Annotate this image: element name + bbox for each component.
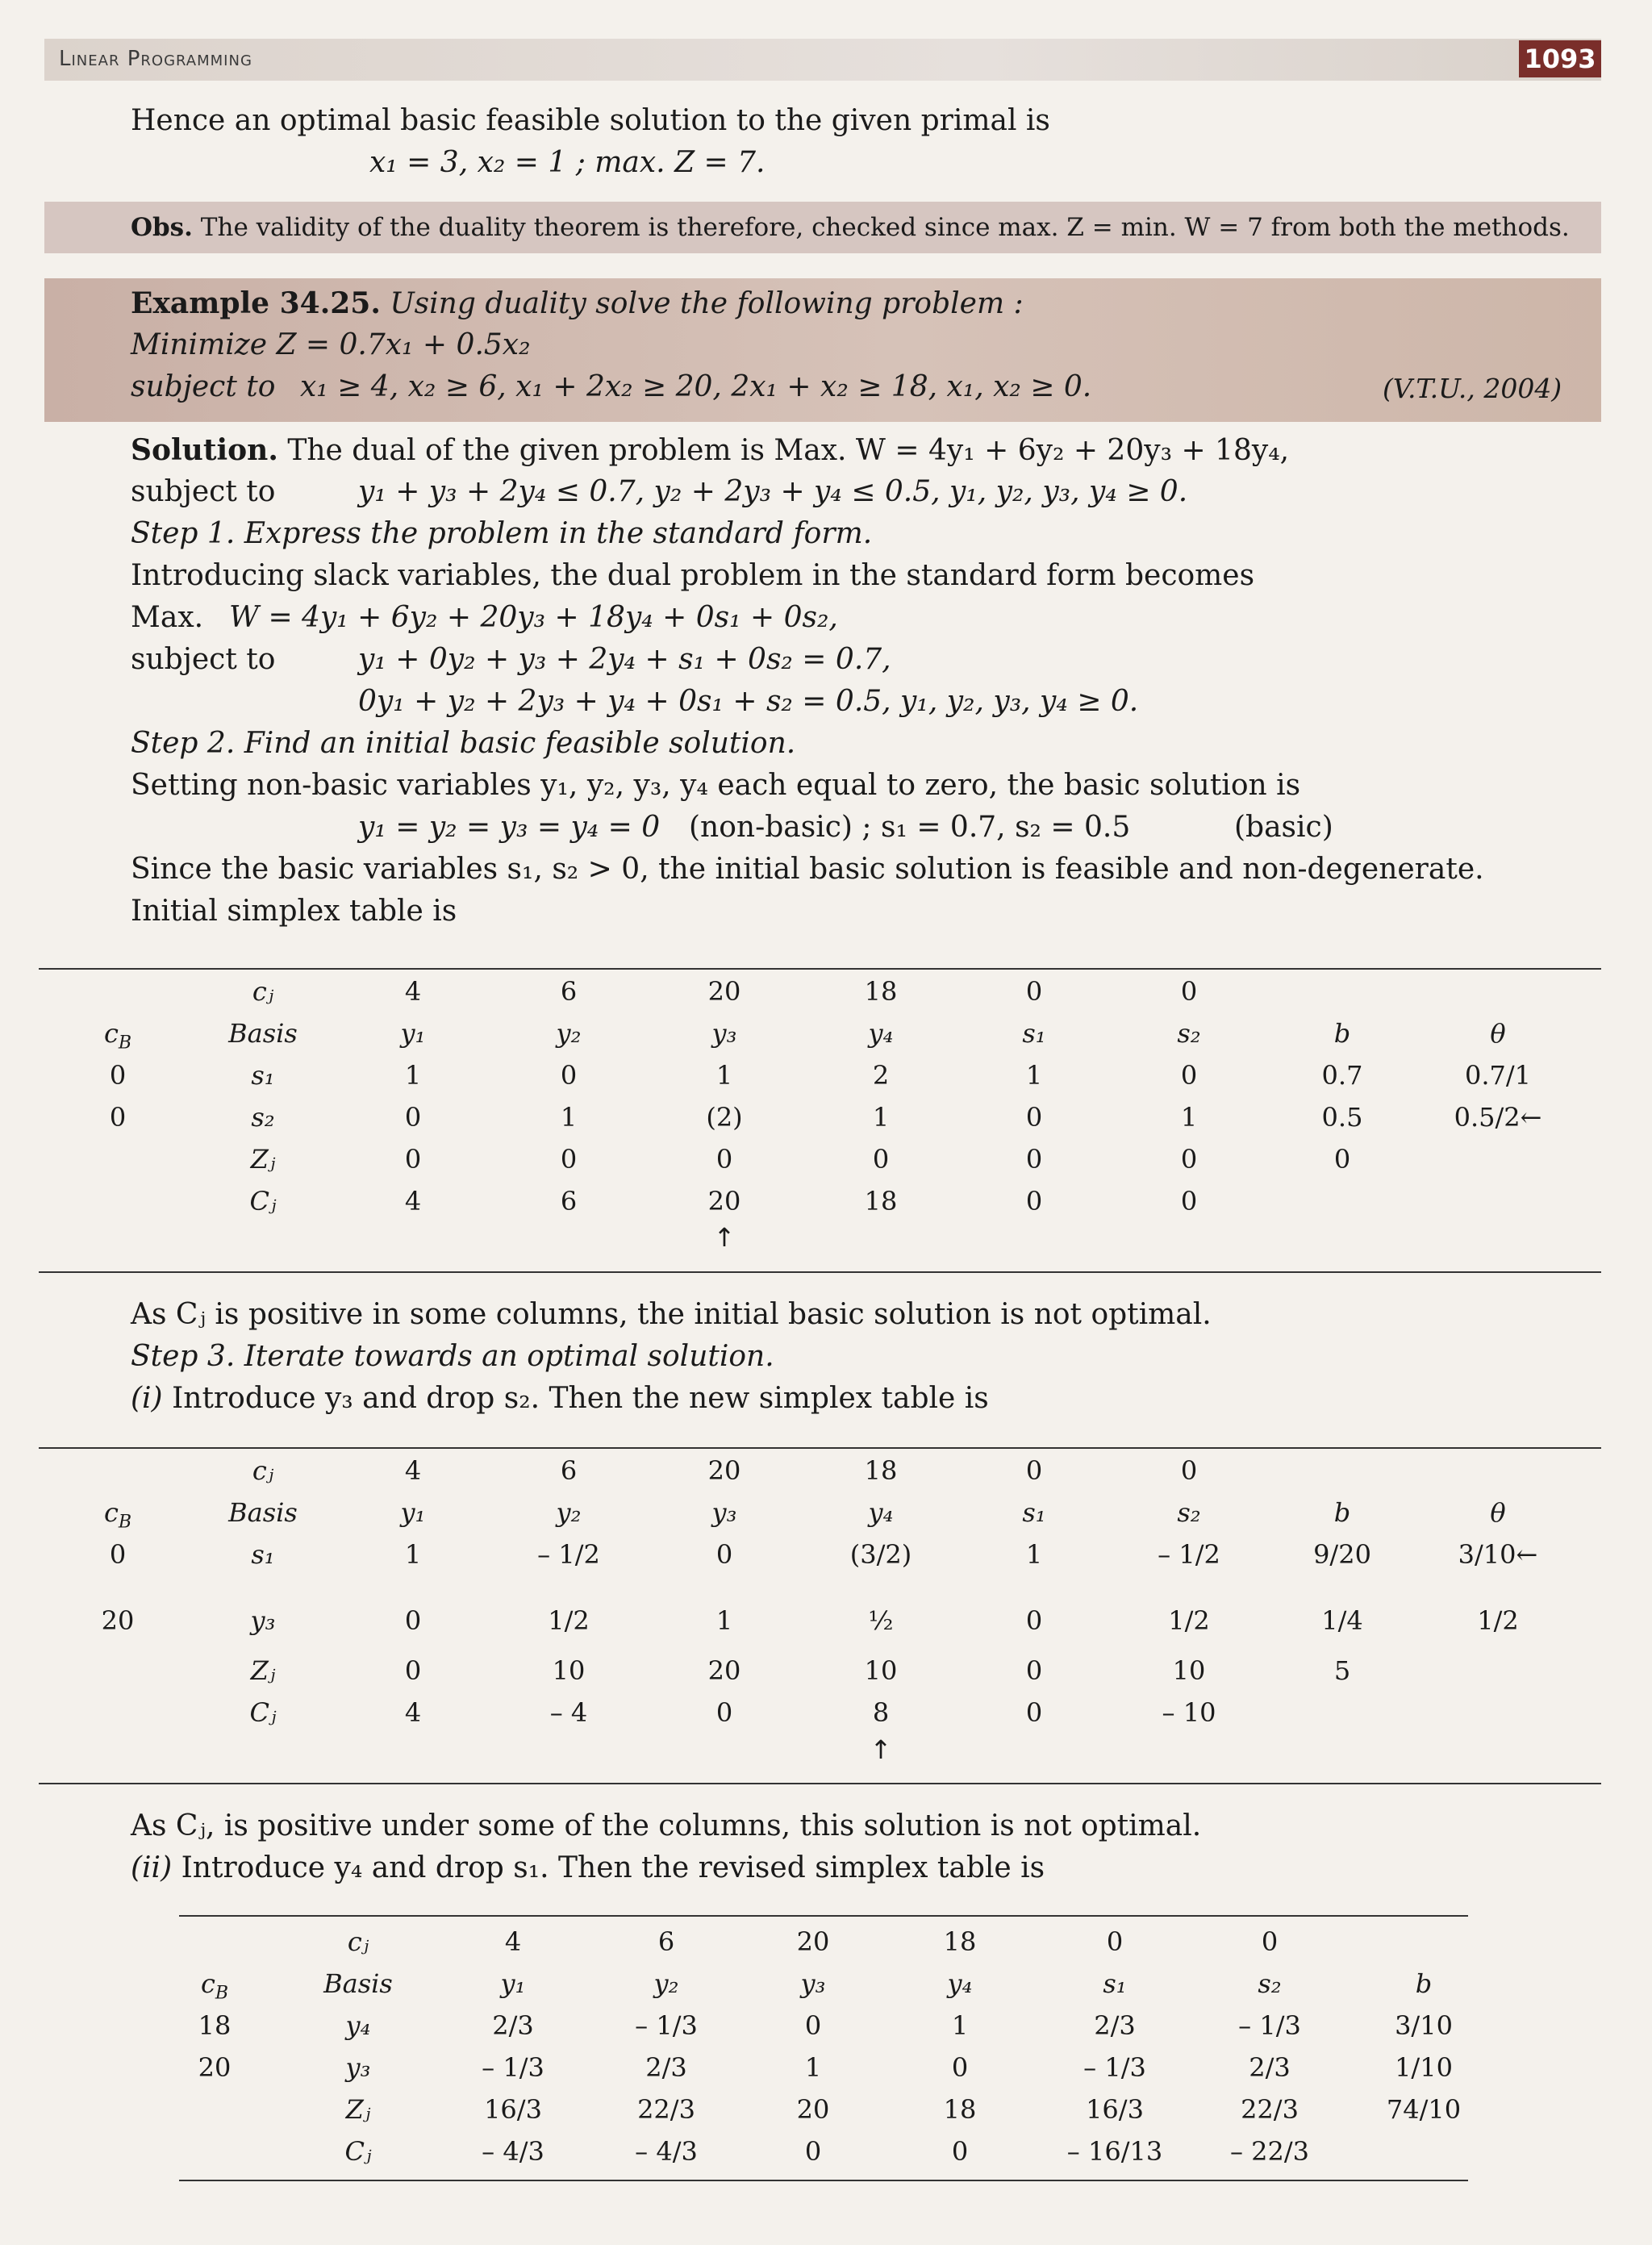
intro-solution: x₁ = 3, x₂ = 1 ; max. Z = 7. bbox=[369, 146, 766, 179]
column-header: θ bbox=[1490, 1018, 1506, 1049]
column-header: s₂ bbox=[1177, 1497, 1201, 1528]
std-constraint-2: 0y₁ + y₂ + 2y₃ + y₄ + 0s₁ + s₂ = 0.5, y₁, y₂, y₃, y₄ ≥ 0. bbox=[358, 685, 1139, 718]
table-cell: 18 bbox=[864, 1186, 898, 1216]
table-cell: 0 bbox=[1180, 1060, 1198, 1091]
column-header: y₂ bbox=[556, 1497, 582, 1528]
table-cell: 9/20 bbox=[1313, 1539, 1371, 1570]
table-cell: 20 bbox=[101, 1605, 135, 1636]
column-header: y₁ bbox=[400, 1018, 426, 1049]
step-2: Step 2. Find an initial basic feasible solution. bbox=[131, 727, 796, 760]
table-cell: 4 bbox=[404, 1186, 422, 1216]
table-cell: 0 bbox=[109, 1539, 127, 1570]
table-cell: 1/2 bbox=[1168, 1605, 1210, 1636]
column-header: s₂ bbox=[1258, 1968, 1282, 1999]
column-header: s₁ bbox=[1022, 1018, 1046, 1049]
table-cell: 16/3 bbox=[1086, 2094, 1144, 2125]
table-cell: 4 bbox=[404, 1697, 422, 1728]
solution-label: Solution. bbox=[131, 433, 278, 467]
table-cell: 3/10 bbox=[1395, 2010, 1453, 2041]
table-cell: Zⱼ bbox=[250, 1144, 276, 1175]
table-cell: 1 bbox=[560, 1102, 578, 1133]
table-cell: Cⱼ bbox=[344, 2136, 372, 2167]
column-header: y₄ bbox=[868, 1497, 894, 1528]
cj-value: 20 bbox=[707, 1455, 741, 1486]
not-optimal-2: As Cⱼ, is positive under some of the columns, this solution is not optimal. bbox=[131, 1809, 1202, 1842]
table-cell: 0 bbox=[1025, 1186, 1043, 1216]
column-header: Basis bbox=[228, 1497, 298, 1528]
table-cell: 0 bbox=[560, 1144, 578, 1175]
table-cell: 0 bbox=[1025, 1102, 1043, 1133]
cj-label: cⱼ bbox=[347, 1926, 369, 1957]
table-cell: 0 bbox=[404, 1144, 422, 1175]
cj-value: 0 bbox=[1261, 1926, 1279, 1957]
example-label: Example 34.25. bbox=[131, 286, 381, 320]
introduce-ii-text: Introduce y₄ and drop s₁. Then the revised simplex table is bbox=[181, 1851, 1045, 1884]
column-header: y₃ bbox=[711, 1497, 737, 1528]
table-cell: – 1/3 bbox=[1238, 2010, 1301, 2041]
page-number: 1093 bbox=[1519, 40, 1601, 77]
introduce-ii bbox=[131, 1847, 1045, 1889]
basic-solution-a: y₁ = y₂ = y₃ = y₄ = 0 bbox=[358, 811, 661, 844]
cj-label: cⱼ bbox=[252, 1455, 274, 1486]
table-cell: 18 bbox=[198, 2010, 232, 2041]
column-header: Basis bbox=[228, 1018, 298, 1049]
table-cell: 0 bbox=[715, 1697, 733, 1728]
column-header: y₂ bbox=[653, 1968, 679, 1999]
table-cell: 2/3 bbox=[492, 2010, 534, 2041]
table-cell: 1/2 bbox=[548, 1605, 590, 1636]
column-header: s₁ bbox=[1022, 1497, 1046, 1528]
basic-solution-c: (basic) bbox=[1234, 811, 1333, 844]
table-cell: (3/2) bbox=[849, 1539, 912, 1570]
table-cell: 2/3 bbox=[1094, 2010, 1136, 2041]
table-cell: 1 bbox=[872, 1102, 890, 1133]
table-cell: 2/3 bbox=[645, 2052, 687, 2083]
table-cell: 1/10 bbox=[1395, 2052, 1453, 2083]
table-cell: 0 bbox=[804, 2136, 822, 2167]
table-cell: 20 bbox=[707, 1186, 741, 1216]
column-header: y₁ bbox=[500, 1968, 526, 1999]
cj-value: 4 bbox=[404, 1455, 422, 1486]
table-cell: 0 bbox=[109, 1102, 127, 1133]
std-subject-label: subject to bbox=[131, 643, 276, 676]
table-cell: – 10 bbox=[1162, 1697, 1216, 1728]
column-header: y₄ bbox=[868, 1018, 894, 1049]
cj-value: 0 bbox=[1106, 1926, 1124, 1957]
column-header: $c_B$ bbox=[200, 1968, 229, 2004]
table-cell: 0 bbox=[715, 1539, 733, 1570]
table-cell: 0.7 bbox=[1321, 1060, 1363, 1091]
table-cell: y₄ bbox=[345, 2010, 371, 2041]
table-cell: 3/10← bbox=[1458, 1539, 1538, 1570]
step-3: Step 3. Iterate towards an optimal solution. bbox=[131, 1340, 774, 1373]
column-header: b bbox=[1333, 1497, 1351, 1528]
table-cell: 1/2 bbox=[1477, 1605, 1519, 1636]
column-header: b bbox=[1333, 1018, 1351, 1049]
table-cell: Cⱼ bbox=[249, 1186, 277, 1216]
table-cell: 0 bbox=[560, 1060, 578, 1091]
basic-solution-b: (non-basic) ; s₁ = 0.7, s₂ = 0.5 bbox=[689, 811, 1131, 844]
entering-arrow-icon: ↑ bbox=[713, 1222, 736, 1253]
table1-top-rule bbox=[39, 968, 1601, 970]
table-cell: 0 bbox=[1180, 1186, 1198, 1216]
column-header: $c_B$ bbox=[103, 1018, 132, 1054]
table-cell: 10 bbox=[864, 1655, 898, 1686]
cj-value: 0 bbox=[1180, 976, 1198, 1007]
table-cell: 0 bbox=[951, 2136, 969, 2167]
observation-text bbox=[131, 207, 1570, 248]
table-cell: 0 bbox=[1180, 1144, 1198, 1175]
table-cell: (2) bbox=[706, 1102, 743, 1133]
table-cell: 0 bbox=[404, 1102, 422, 1133]
table-cell: 1 bbox=[951, 2010, 969, 2041]
table-cell: 1 bbox=[404, 1060, 422, 1091]
example-constraints: x₁ ≥ 4, x₂ ≥ 6, x₁ + 2x₂ ≥ 20, 2x₁ + x₂ ≥ 18, x₁, x₂ ≥ 0. bbox=[300, 370, 1092, 403]
table-cell: – 4/3 bbox=[635, 2136, 698, 2167]
table-cell: 0 bbox=[404, 1605, 422, 1636]
column-header: Basis bbox=[323, 1968, 393, 1999]
column-header: b bbox=[1415, 1968, 1433, 1999]
entering-arrow-icon: ↑ bbox=[870, 1734, 892, 1765]
table-cell: 0.5 bbox=[1321, 1102, 1363, 1133]
cj-value: 6 bbox=[560, 1455, 578, 1486]
table-cell: 20 bbox=[796, 2094, 830, 2125]
table-cell: – 1/3 bbox=[482, 2052, 544, 2083]
column-header: y₃ bbox=[711, 1018, 737, 1049]
example-subject-label: subject to bbox=[131, 370, 276, 403]
table-cell: – 1/2 bbox=[537, 1539, 600, 1570]
table-cell: 74/10 bbox=[1386, 2094, 1462, 2125]
table-cell: 1/4 bbox=[1321, 1605, 1363, 1636]
table-cell: 1 bbox=[715, 1060, 733, 1091]
running-header bbox=[44, 39, 1601, 81]
cj-value: 18 bbox=[864, 1455, 898, 1486]
table-cell: 20 bbox=[198, 2052, 232, 2083]
column-header: y₂ bbox=[556, 1018, 582, 1049]
table-cell: 0 bbox=[951, 2052, 969, 2083]
cj-value: 4 bbox=[504, 1926, 522, 1957]
column-header: s₁ bbox=[1103, 1968, 1127, 1999]
solution-dual-text: The dual of the given problem is Max. W = 4y₁ + 6y₂ + 20y₃ + 18y₄, bbox=[287, 434, 1290, 467]
feasible-text: Since the basic variables s₁, s₂ > 0, the initial basic solution is feasible and non-degenerate. bbox=[131, 853, 1484, 886]
table-cell: y₃ bbox=[345, 2052, 371, 2083]
table-cell: – 1/3 bbox=[1083, 2052, 1146, 2083]
table-cell: 10 bbox=[552, 1655, 586, 1686]
example-heading bbox=[131, 282, 1024, 325]
cj-value: 6 bbox=[560, 976, 578, 1007]
table-cell: 5 bbox=[1333, 1655, 1351, 1686]
table-cell: – 4/3 bbox=[482, 2136, 544, 2167]
subject-to-label: subject to bbox=[131, 475, 276, 508]
dual-constraints: y₁ + y₃ + 2y₄ ≤ 0.7, y₂ + 2y₃ + y₄ ≤ 0.5, y₁, y₂, y₃, y₄ ≥ 0. bbox=[358, 475, 1188, 508]
table3-top-rule bbox=[179, 1915, 1468, 1917]
cj-value: 6 bbox=[657, 1926, 675, 1957]
table-cell: s₁ bbox=[251, 1539, 275, 1570]
table2-bottom-rule bbox=[39, 1783, 1601, 1784]
column-header: y₃ bbox=[800, 1968, 826, 1999]
introduce-i-text: Introduce y₃ and drop s₂. Then the new simplex table is bbox=[172, 1382, 989, 1415]
table-cell: 1 bbox=[404, 1539, 422, 1570]
table-cell: 0 bbox=[715, 1144, 733, 1175]
table-cell: 1 bbox=[1180, 1102, 1198, 1133]
cj-value: 20 bbox=[707, 976, 741, 1007]
table-cell: ½ bbox=[868, 1605, 894, 1636]
table-cell: 1 bbox=[804, 2052, 822, 2083]
example-title: Using duality solve the following problem : bbox=[390, 287, 1024, 320]
table-cell: 1 bbox=[1025, 1060, 1043, 1091]
table-cell: 22/3 bbox=[1241, 2094, 1299, 2125]
table-cell: 0 bbox=[1025, 1655, 1043, 1686]
table-cell: 0 bbox=[109, 1060, 127, 1091]
table-cell: 2/3 bbox=[1249, 2052, 1291, 2083]
table1-bottom-rule bbox=[39, 1271, 1601, 1273]
introduce-ii-num: (ii) bbox=[131, 1851, 173, 1884]
table-cell: 0 bbox=[1025, 1144, 1043, 1175]
table3-bottom-rule bbox=[179, 2180, 1468, 2181]
table-cell: 0.7/1 bbox=[1464, 1060, 1532, 1091]
table-cell: 8 bbox=[872, 1697, 890, 1728]
column-header: y₁ bbox=[400, 1497, 426, 1528]
introduce-i-num: (i) bbox=[131, 1382, 163, 1415]
column-header: y₄ bbox=[947, 1968, 973, 1999]
not-optimal-1: As Cⱼ is positive in some columns, the initial basic solution is not optimal. bbox=[131, 1298, 1212, 1331]
table-cell: – 1/2 bbox=[1158, 1539, 1220, 1570]
cj-label: cⱼ bbox=[252, 976, 274, 1007]
table-cell: 0 bbox=[1333, 1144, 1351, 1175]
table-cell: 0 bbox=[404, 1655, 422, 1686]
table-cell: 20 bbox=[707, 1655, 741, 1686]
table-cell: Cⱼ bbox=[249, 1697, 277, 1728]
table-cell: 0 bbox=[1025, 1697, 1043, 1728]
table-cell: Zⱼ bbox=[250, 1655, 276, 1686]
cj-value: 0 bbox=[1025, 1455, 1043, 1486]
std-constraint-1: y₁ + 0y₂ + y₃ + 2y₄ + s₁ + 0s₂ = 0.7, bbox=[358, 643, 891, 676]
intro-line: Hence an optimal basic feasible solution to the given primal is bbox=[131, 104, 1050, 137]
table-cell: Zⱼ bbox=[345, 2094, 371, 2125]
table-cell: 1 bbox=[1025, 1539, 1043, 1570]
table-cell: 0 bbox=[872, 1144, 890, 1175]
table-cell: 10 bbox=[1172, 1655, 1206, 1686]
setting-text: Setting non-basic variables y₁, y₂, y₃, y₄ each equal to zero, the basic solution is bbox=[131, 769, 1301, 802]
column-header: s₂ bbox=[1177, 1018, 1201, 1049]
table2-top-rule bbox=[39, 1447, 1601, 1449]
initial-table-label: Initial simplex table is bbox=[131, 895, 457, 928]
cj-value: 0 bbox=[1180, 1455, 1198, 1486]
table-cell: – 4 bbox=[549, 1697, 588, 1728]
obs-body: The validity of the duality theorem is therefore, checked since max. Z = min. W = 7 from both the methods. bbox=[200, 213, 1570, 242]
column-header: θ bbox=[1490, 1497, 1506, 1528]
solution-dual bbox=[131, 429, 1289, 472]
cj-value: 18 bbox=[864, 976, 898, 1007]
table-cell: 0.5/2← bbox=[1454, 1102, 1542, 1133]
example-objective: Minimize Z = 0.7x₁ + 0.5x₂ bbox=[131, 328, 531, 361]
cj-value: 18 bbox=[943, 1926, 977, 1957]
table-cell: – 16/13 bbox=[1066, 2136, 1163, 2167]
table-cell: s₁ bbox=[251, 1060, 275, 1091]
table-cell: 0 bbox=[1025, 1605, 1043, 1636]
table-cell: – 22/3 bbox=[1229, 2136, 1310, 2167]
example-source: (V.T.U., 2004) bbox=[1383, 373, 1562, 404]
std-objective: W = 4y₁ + 6y₂ + 20y₃ + 18y₄ + 0s₁ + 0s₂, bbox=[229, 601, 838, 634]
chapter-title: Linear Programming bbox=[59, 47, 252, 71]
table-cell: y₃ bbox=[250, 1605, 276, 1636]
table-cell: – 1/3 bbox=[635, 2010, 698, 2041]
table-cell: 16/3 bbox=[484, 2094, 542, 2125]
introduce-i bbox=[131, 1378, 989, 1420]
table-cell: 2 bbox=[872, 1060, 890, 1091]
cj-value: 0 bbox=[1025, 976, 1043, 1007]
table-cell: 18 bbox=[943, 2094, 977, 2125]
std-max-label: Max. bbox=[131, 601, 204, 634]
table-cell: s₂ bbox=[251, 1102, 275, 1133]
step-1: Step 1. Express the problem in the standard form. bbox=[131, 517, 873, 550]
slack-intro: Introducing slack variables, the dual problem in the standard form becomes bbox=[131, 559, 1255, 592]
table-cell: 22/3 bbox=[637, 2094, 695, 2125]
obs-label: Obs. bbox=[131, 213, 193, 242]
table-cell: 1 bbox=[715, 1605, 733, 1636]
table-cell: 0 bbox=[804, 2010, 822, 2041]
column-header: $c_B$ bbox=[103, 1497, 132, 1533]
cj-value: 20 bbox=[796, 1926, 830, 1957]
table-cell: 6 bbox=[560, 1186, 578, 1216]
cj-value: 4 bbox=[404, 976, 422, 1007]
